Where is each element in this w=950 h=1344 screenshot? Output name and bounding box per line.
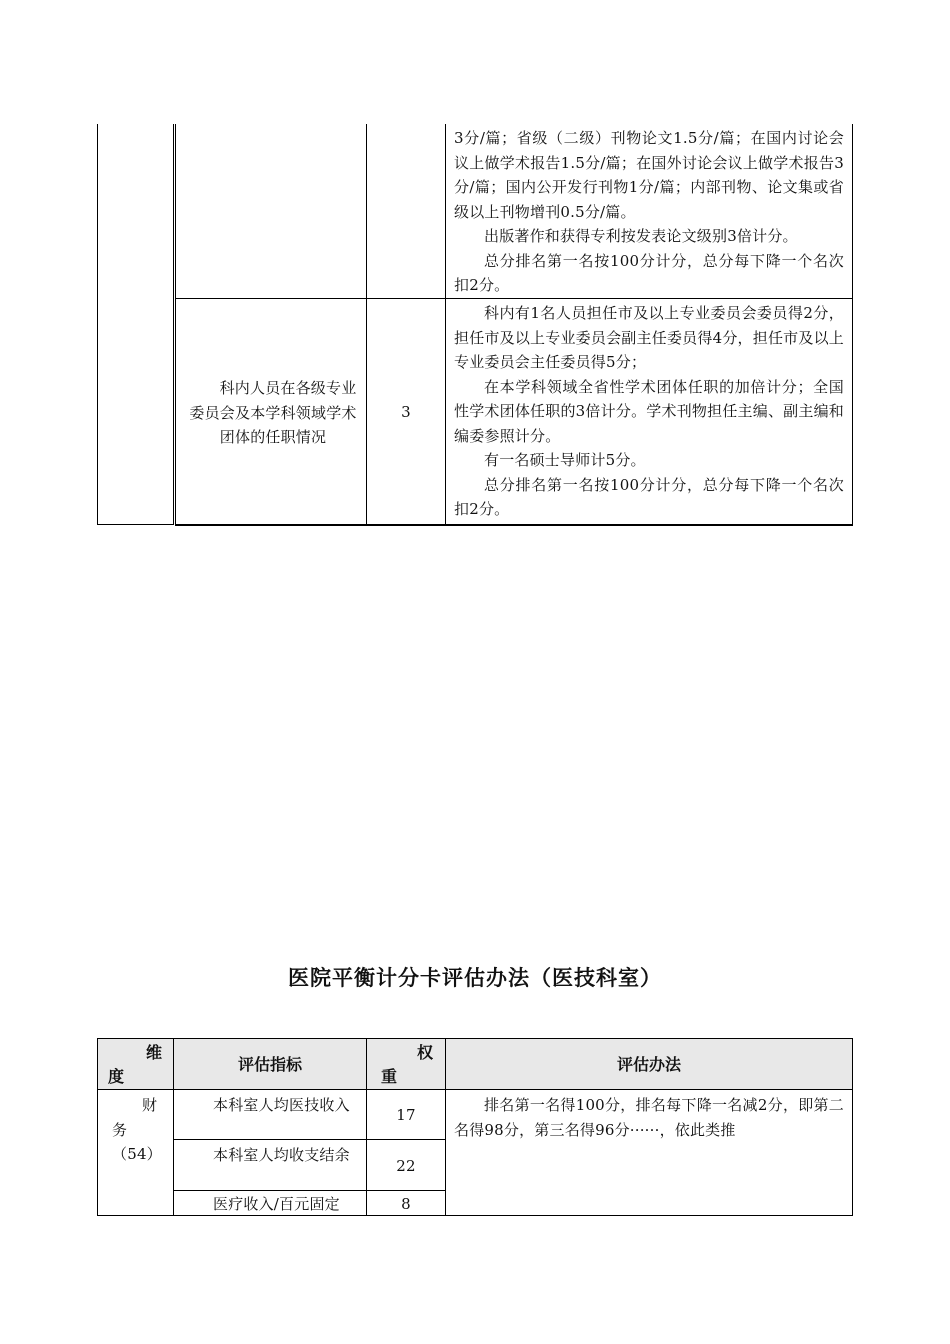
weight-value: 17 — [396, 1106, 416, 1124]
row2-weight-cell — [367, 400, 445, 425]
header-indicator — [174, 1053, 366, 1077]
method-paragraph: 排名第一名得100分，排名每下降一名减2分，即第二名得98分，第三名得96分······，依此类推 — [454, 1096, 844, 1139]
indicator-text: 科内人员在各级专业委员会及本学科领域学术团体的任职情况 — [189, 379, 357, 446]
method-paragraph: 有一名硕士导师计5分。 — [484, 451, 646, 469]
header-weight-label: 权重 — [381, 1043, 434, 1086]
dimension-cell — [112, 1093, 160, 1167]
bottom-table-border — [97, 1038, 98, 1216]
weight-cell — [367, 1103, 445, 1128]
method-paragraph: 总分排名第一名按100分计分，总分每下降一个名次扣2分。 — [454, 251, 844, 294]
top-table-border — [852, 124, 853, 525]
weight-value: 22 — [396, 1157, 416, 1175]
method-cell — [454, 1093, 844, 1142]
top-table-border — [366, 124, 367, 525]
method-paragraph: 3分/篇；省级（二级）刊物论文1.5分/篇；在国内讨论会议上做学术报告1.5分/篇；在国外讨论会议上做学术报告3分/篇；国内公开发行刊物1分/篇；内部刊物、论文集或省级以上刊物增刊0.5分/篇。 — [454, 129, 844, 221]
top-table-border — [175, 298, 853, 299]
indicator-cell — [183, 1143, 360, 1168]
top-table-border — [97, 524, 174, 525]
top-table-border — [175, 524, 853, 526]
header-dimension-label: 维度 — [108, 1043, 163, 1086]
weight-cell — [367, 1154, 445, 1179]
dimension-text: 财务（54） — [112, 1096, 162, 1163]
header-weight — [381, 1041, 433, 1089]
indicator-cell — [183, 1093, 360, 1118]
header-indicator-label: 评估指标 — [237, 1055, 302, 1074]
indicator-cell — [183, 1192, 360, 1217]
method-paragraph: 科内有1名人员担任市及以上专业委员会委员得2分，担任市及以上专业委员会副主任委员得4分，担任市及以上专业委员会主任委员得5分； — [454, 304, 844, 371]
weight-value: 3 — [401, 403, 411, 421]
indicator-text: 本科室人均收支结余 — [213, 1146, 350, 1164]
indicator-text: 医疗收入/百元固定 — [213, 1195, 340, 1213]
top-table-border — [445, 124, 446, 525]
bottom-table-border — [173, 1190, 446, 1191]
row2-method-cell — [454, 301, 844, 522]
row1-method-cell — [454, 126, 844, 298]
method-paragraph: 出版著作和获得专利按发表论文级别3倍计分。 — [484, 227, 798, 245]
method-paragraph: 在本学科领域全省性学术团体任职的加倍计分；全国性学术团体任职的3倍计分。学术刊物担任主编、副主编和编委参照计分。 — [454, 377, 844, 445]
bottom-table-border — [97, 1038, 853, 1039]
weight-value: 8 — [401, 1195, 411, 1213]
header-method-label: 评估办法 — [616, 1055, 681, 1074]
top-table-border — [97, 124, 98, 525]
section-title: 医院平衡计分卡评估办法（医技科室） — [288, 965, 662, 990]
top-table-border — [173, 124, 174, 525]
indicator-text: 本科室人均医技收入 — [213, 1096, 350, 1114]
weight-cell — [367, 1192, 445, 1217]
method-paragraph: 总分排名第一名按100分计分，总分每下降一个名次扣2分。 — [454, 475, 844, 518]
header-method — [446, 1053, 852, 1077]
top-table-border — [175, 124, 176, 525]
bottom-table-border — [173, 1139, 446, 1140]
bottom-table-border — [97, 1089, 853, 1090]
row2-indicator-cell — [188, 376, 358, 450]
header-dimension — [108, 1041, 168, 1089]
bottom-table-border — [852, 1038, 853, 1216]
